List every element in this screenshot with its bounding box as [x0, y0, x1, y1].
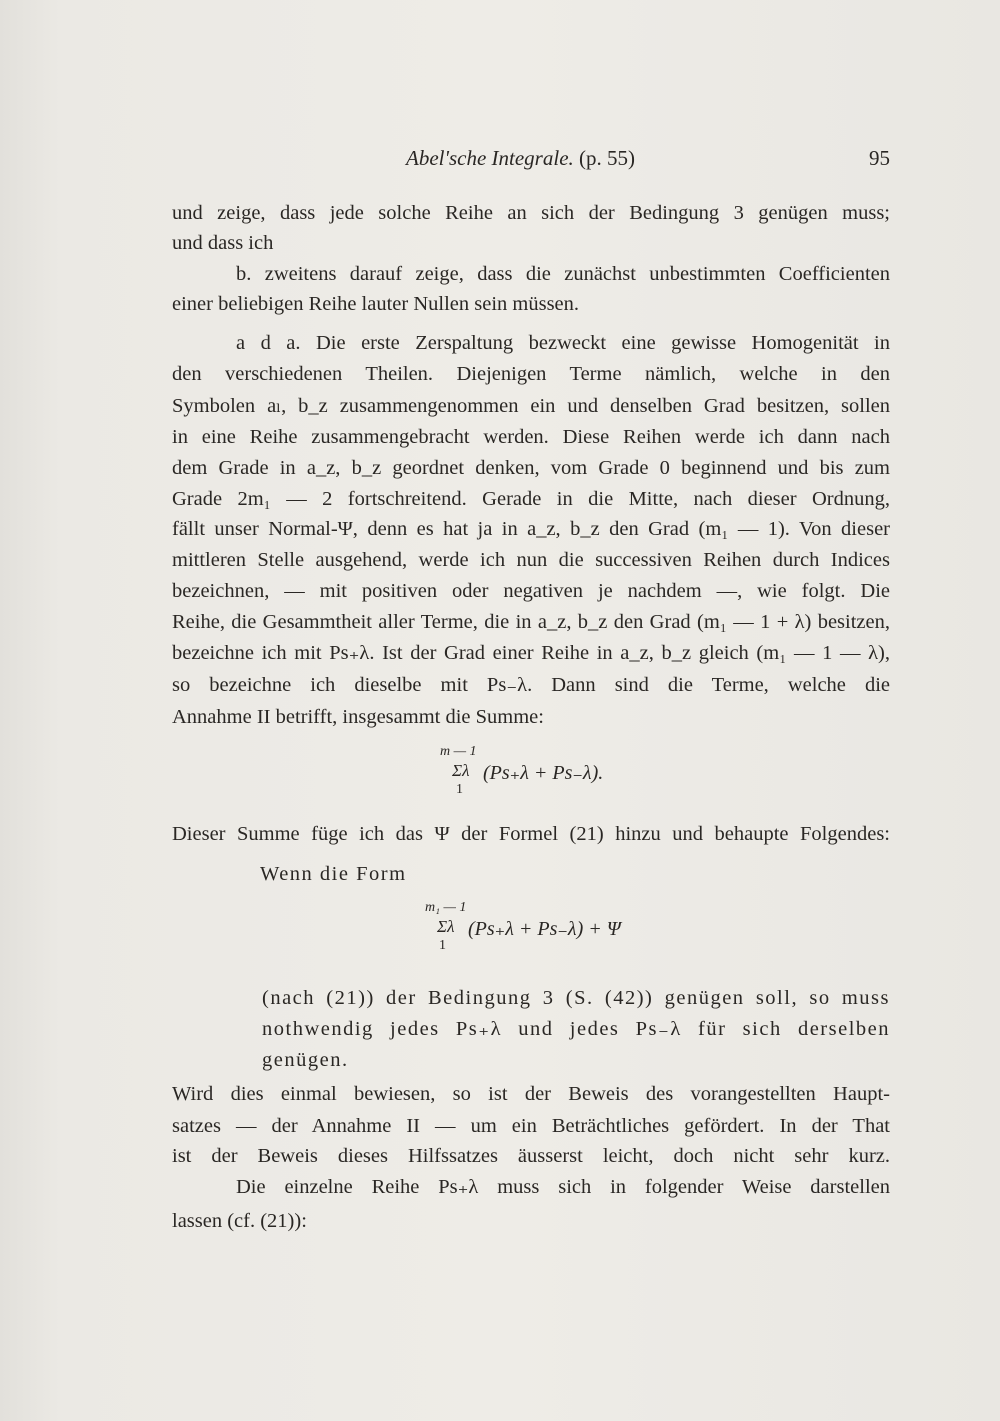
text-line: den verschiedenen Theilen. Diejenigen Terme nämlich, welche in den: [172, 363, 890, 385]
text-line: Annahme II betrifft, insgesammt die Summe:: [172, 706, 544, 728]
text-line: lassen (cf. (21)):: [172, 1210, 307, 1232]
running-title: [406, 146, 635, 171]
sum-formula-2: [425, 900, 685, 960]
text-line: genügen.: [262, 1049, 349, 1071]
sum-body: (Ps₊λ + Ps₋λ).: [483, 762, 604, 784]
text-line: nothwendig jedes Ps₊λ und jedes Ps₋λ für sich derselben: [262, 1018, 890, 1040]
section-reference: (p. 55): [579, 146, 636, 170]
text-line: Die einzelne Reihe Ps₊λ muss sich in folgender Weise darstellen: [236, 1176, 890, 1198]
sum-sigma: Σλ: [452, 761, 470, 780]
text-line: Wird dies einmal bewiesen, so ist der Beweis des vorangestellten Haupt-: [172, 1083, 890, 1105]
text-line: a d a. Die erste Zerspaltung bezweckt eine gewisse Homogenität in: [236, 332, 890, 354]
text-line: ist der Beweis dieses Hilfssatzes äusserst leicht, doch nicht sehr kurz.: [172, 1145, 890, 1167]
text-line: Dieser Summe füge ich das Ψ der Formel (21) hinzu und behaupte Folgendes:: [172, 823, 890, 845]
text-line: dem Grade in a_z, b_z geordnet denken, vom Grade 0 beginnend und bis zum: [172, 457, 890, 479]
text-line: und zeige, dass jede solche Reihe an sich der Bedingung 3 genügen muss;: [172, 202, 890, 224]
text-line: und dass ich: [172, 232, 274, 254]
sum-upper-limit: m₁ — 1: [425, 900, 467, 915]
text-line: Symbolen aₗ, b_z zusammengenommen ein und denselben Grad besitzen, sollen: [172, 395, 890, 417]
text-line: so bezeichne ich dieselbe mit Ps₋λ. Dann sind die Terme, welche die: [172, 674, 890, 696]
text-line: (nach (21)) der Bedingung 3 (S. (42)) genügen soll, so muss: [262, 987, 890, 1009]
sum-formula-1: [440, 744, 660, 804]
sum-upper-limit: m — 1: [440, 744, 477, 759]
text-line: Wenn die Form: [260, 863, 407, 885]
text-line: einer beliebigen Reihe lauter Nullen sein müssen.: [172, 293, 580, 315]
text-line: Grade 2m₁ — 2 fortschreitend. Gerade in die Mitte, nach dieser Ordnung,: [172, 488, 890, 510]
running-title-text: Abel'sche Integrale.: [406, 146, 574, 170]
text-line: mittleren Stelle ausgehend, werde ich nun die successiven Reihen durch Indices: [172, 549, 890, 571]
text-line: bezeichne ich mit Ps₊λ. Ist der Grad einer Reihe in a_z, b_z gleich (m₁ — 1 — λ),: [172, 642, 890, 664]
text-line: bezeichnen, — mit positiven oder negativen je nachdem —, wie folgt. Die: [172, 580, 890, 602]
text-line: satzes — der Annahme II — um ein Beträchtliches gefördert. In der That: [172, 1115, 890, 1137]
page-header: [170, 146, 890, 174]
sum-lower-limit: 1: [456, 782, 463, 797]
text-line: fällt unser Normal-Ψ, denn es hat ja in a_z, b_z den Grad (m₁ — 1). Von dieser: [172, 518, 890, 540]
sum-lower-limit: 1: [439, 938, 446, 953]
sum-body: (Ps₊λ + Ps₋λ) + Ψ: [468, 918, 621, 940]
text-line: in eine Reihe zusammengebracht werden. Diese Reihen werde ich dann nach: [172, 426, 890, 448]
sum-sigma: Σλ: [437, 917, 455, 936]
page-number: 95: [869, 146, 890, 170]
text-line: b. zweitens darauf zeige, dass die zunächst unbestimmten Coefficienten: [236, 263, 890, 285]
text-line: Reihe, die Gesammtheit aller Terme, die in a_z, b_z den Grad (m₁ — 1 + λ) besitzen,: [172, 611, 890, 633]
